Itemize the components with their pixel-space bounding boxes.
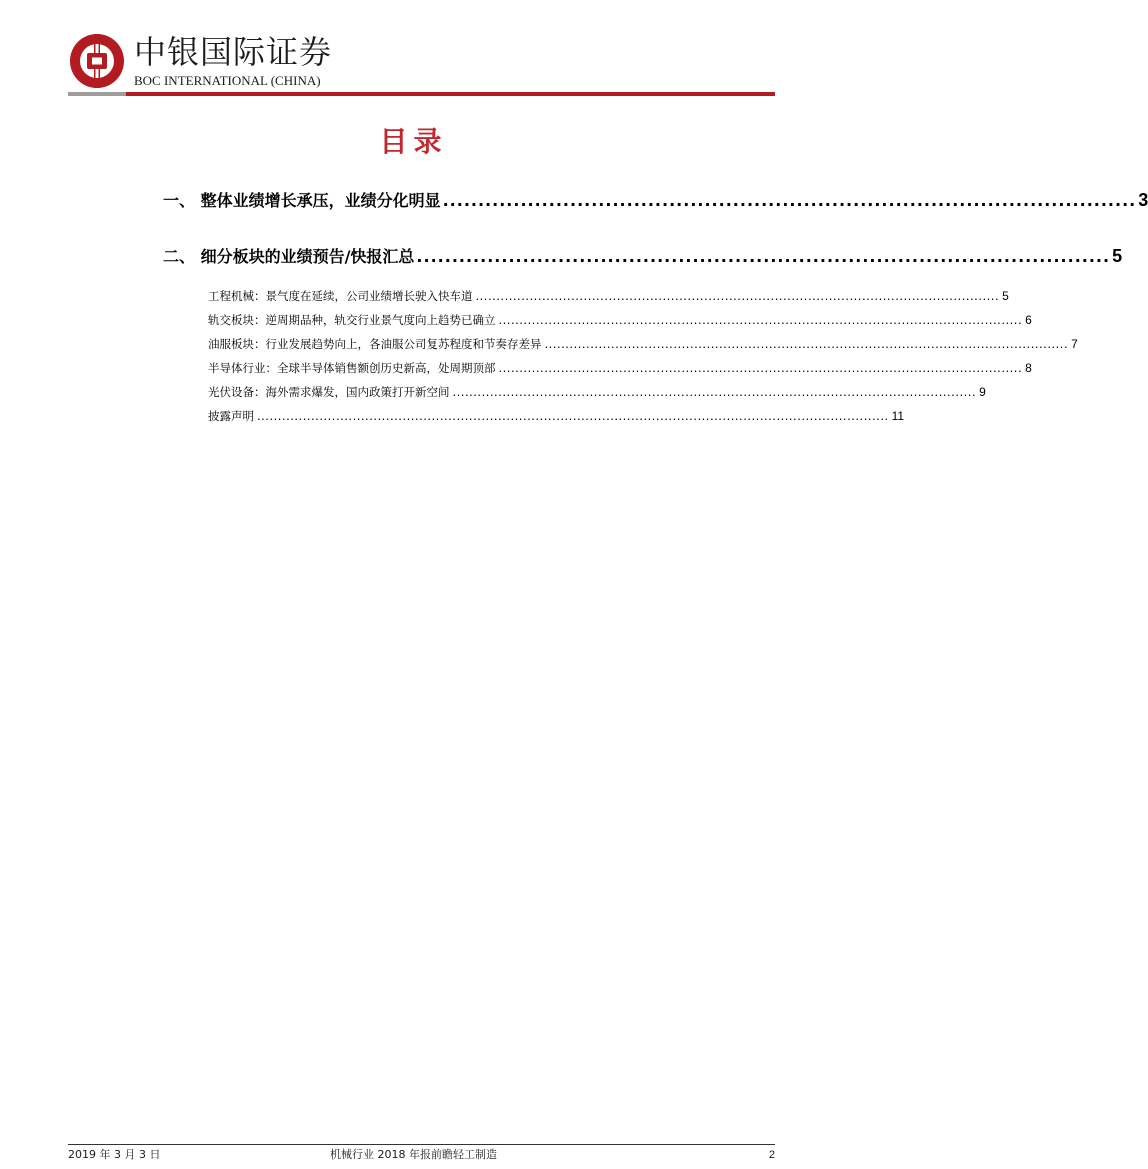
toc-sub-label: 半导体行业：全球半导体销售额创历史新高，处周期顶部 <box>208 361 496 375</box>
toc-leader-dots: .............................................................................................................................. <box>498 313 1023 327</box>
toc-sub-entry[interactable] <box>208 408 905 424</box>
toc-sub-page: 8 <box>1025 361 1032 375</box>
toc-sub-label: 轨交板块：逆周期品种，轨交行业景气度向上趋势已确立 <box>208 313 496 327</box>
toc-sub-label: 光伏设备：海外需求爆发，国内政策打开新空间 <box>208 385 450 399</box>
toc-main-label: 二、 细分板块的业绩预告/快报汇总 <box>163 247 415 266</box>
toc-sub-label: 披露声明 <box>208 409 254 423</box>
toc-sub-page: 7 <box>1071 337 1078 351</box>
toc-title: 目录 <box>379 125 448 158</box>
header-divider-red <box>126 92 775 96</box>
footer-page-number: 2 <box>768 1149 775 1161</box>
toc-leader-dots: ........................................................................................................................................................ <box>257 409 889 423</box>
toc-leader-dots: .................................................................................................. <box>416 247 1111 266</box>
toc-leader-dots: .............................................................................................................................. <box>452 385 977 399</box>
toc-sub-entry[interactable] <box>208 360 1032 376</box>
toc-leader-dots: .................................................................................................. <box>442 191 1137 210</box>
toc-sub-page: 5 <box>1002 289 1009 303</box>
toc-sub-entry[interactable] <box>208 312 1032 328</box>
toc-sub-page: 9 <box>979 385 986 399</box>
footer-report-title: 机械行业 2018 年报前瞻轻工制造 <box>330 1148 497 1161</box>
footer-divider <box>68 1144 775 1145</box>
brand-name-cn: 中银国际证券 <box>134 33 333 71</box>
toc-sub-page: 11 <box>891 409 905 423</box>
header-divider-gray <box>68 92 126 96</box>
toc-main-entry[interactable] <box>163 189 1148 212</box>
toc-main-entry[interactable] <box>163 245 1123 268</box>
toc-leader-dots: .............................................................................................................................. <box>498 361 1023 375</box>
toc-sub-entry[interactable] <box>208 336 1078 352</box>
boc-logo-icon <box>68 32 126 90</box>
toc-leader-dots: .............................................................................................................................. <box>544 337 1069 351</box>
toc-main-page: 5 <box>1112 246 1123 266</box>
toc-sub-page: 6 <box>1025 313 1032 327</box>
footer-date: 2019 年 3 月 3 日 <box>68 1148 161 1161</box>
toc-leader-dots: .............................................................................................................................. <box>475 289 1000 303</box>
toc-sub-label: 工程机械：景气度在延续，公司业绩增长驶入快车道 <box>208 289 473 303</box>
toc-main-label: 一、 整体业绩增长承压，业绩分化明显 <box>163 191 441 210</box>
toc-sub-entry[interactable] <box>208 384 986 400</box>
brand-name-en: BOC INTERNATIONAL (CHINA) <box>134 73 321 88</box>
toc-sub-entry[interactable] <box>208 288 1009 304</box>
toc-main-page: 3 <box>1138 190 1148 210</box>
toc-sub-label: 油服板块：行业发展趋势向上，各油服公司复苏程度和节奏存差异 <box>208 337 542 351</box>
